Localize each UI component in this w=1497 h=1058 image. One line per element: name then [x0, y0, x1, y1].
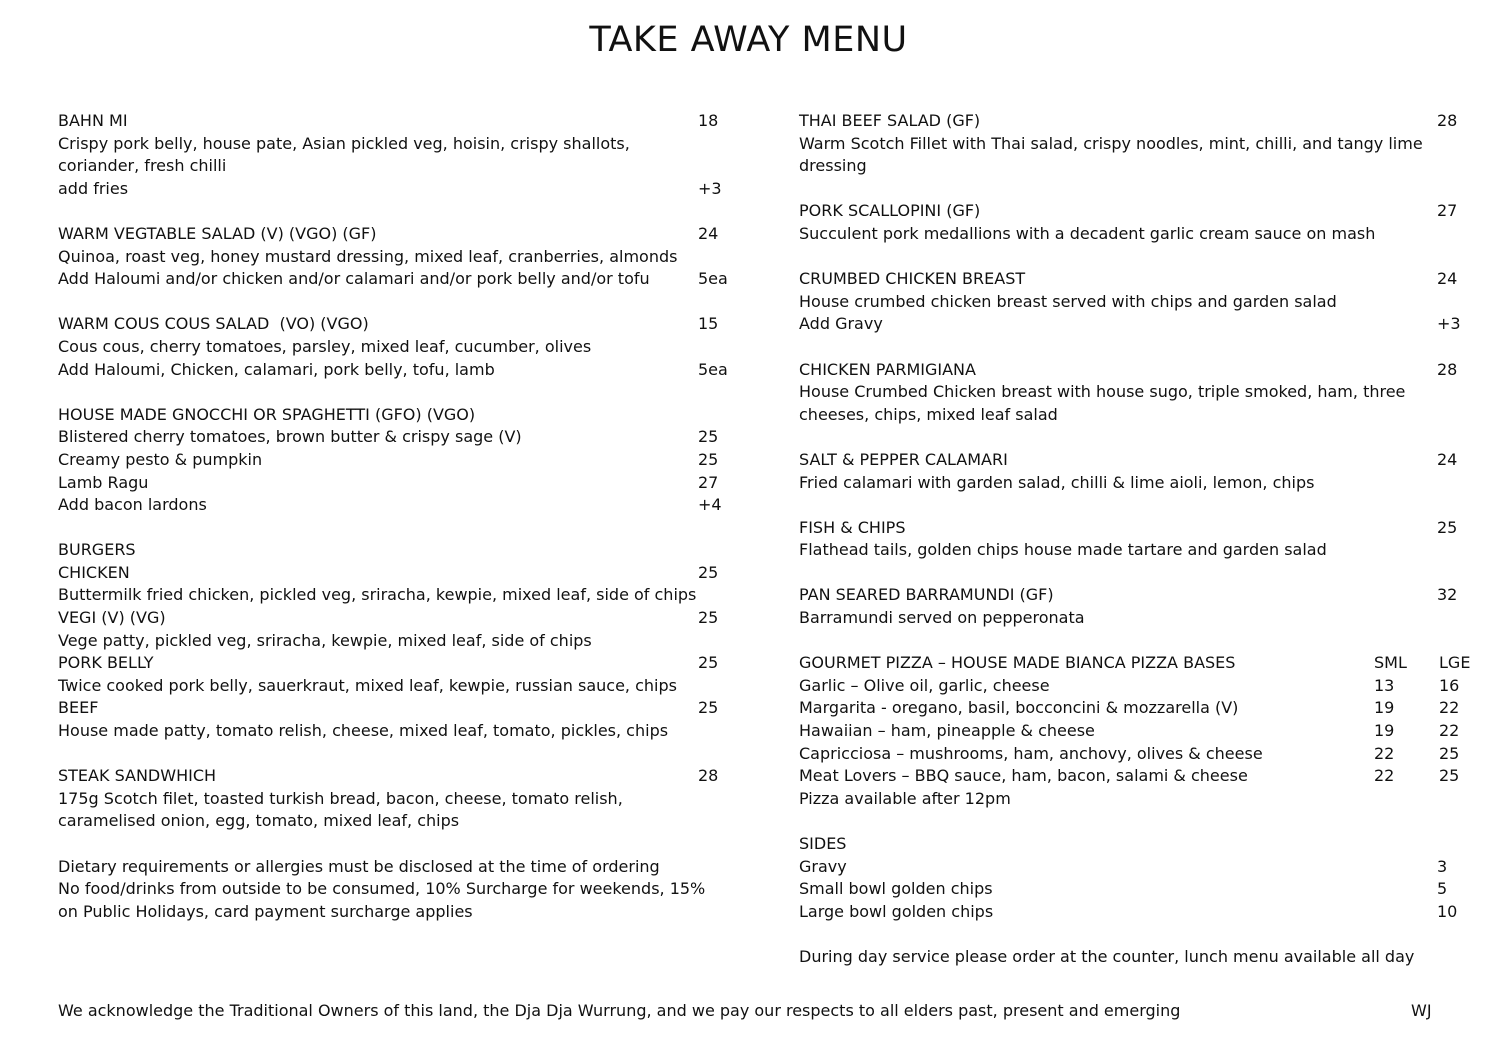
item-name: FISH & CHIPS [799, 517, 906, 537]
side-label: Small bowl golden chips [799, 879, 993, 899]
option-label: Blistered cherry tomatoes, brown butter & crispy sage (V) [58, 427, 522, 447]
menu-item-steak-sandwich [58, 765, 738, 833]
item-name: BEEF [58, 698, 99, 718]
item-name: CHICKEN [58, 562, 130, 582]
pizza-note: Pizza available after 12pm [799, 788, 1011, 808]
menu-item-thai-beef-salad [799, 110, 1489, 178]
left-column [58, 110, 738, 946]
item-name: THAI BEEF SALAD (GF) [799, 111, 981, 130]
item-description: Warm Scotch Fillet with Thai salad, crispy noodles, mint, chilli, and tangy lime dressing [799, 133, 1423, 176]
item-name: HOUSE MADE GNOCCHI OR SPAGHETTI (GFO) (VGO) [58, 404, 476, 424]
option-label: Creamy pesto & pumpkin [58, 449, 263, 469]
option-price: 25 [698, 427, 719, 447]
list-item [799, 901, 1489, 924]
side-price: 3 [1437, 856, 1448, 876]
size-small-header: SML [1374, 653, 1407, 673]
item-price: 25 [698, 653, 719, 673]
item-description: House made patty, tomato relish, cheese, mixed leaf, tomato, pickles, chips [58, 721, 669, 741]
item-name: WARM COUS COUS SALAD (VO) (VGO) [58, 314, 369, 334]
item-price: 24 [1437, 269, 1458, 289]
menu-section-burgers [58, 539, 738, 742]
item-price: 18 [698, 111, 719, 130]
item-name: VEGI (V) (VG) [58, 608, 166, 628]
menu-item-veg-salad [58, 223, 738, 291]
list-item [799, 743, 1489, 766]
item-description: Fried calamari with garden salad, chilli & lime aioli, lemon, chips [799, 472, 1315, 492]
list-item [799, 720, 1489, 743]
menu-item-crumbed-chicken [799, 268, 1489, 336]
price-small: 22 [1374, 766, 1395, 786]
menu-item-barramundi [799, 584, 1489, 629]
item-description: Crispy pork belly, house pate, Asian pickled veg, hoisin, crispy shallots, coriander, fresh chilli [58, 133, 630, 176]
side-label: Gravy [799, 856, 847, 876]
item-description: 175g Scotch filet, toasted turkish bread, bacon, cheese, tomato relish, caramelised onion, egg, tomato, mixed leaf, chips [58, 788, 623, 831]
item-description: House crumbed chicken breast served with chips and garden salad [799, 291, 1337, 311]
menu-item-bahn-mi [58, 110, 738, 200]
item-price: 28 [1437, 111, 1458, 130]
item-description: Twice cooked pork belly, sauerkraut, mixed leaf, kewpie, russian sauce, chips [58, 675, 677, 695]
list-item [58, 472, 738, 495]
list-item [799, 856, 1489, 879]
item-price: 15 [698, 314, 719, 334]
addon-label: Add Haloumi and/or chicken and/or calamari and/or pork belly and/or tofu [58, 269, 650, 289]
service-note-section [799, 946, 1489, 969]
item-description: House Crumbed Chicken breast with house sugo, triple smoked, ham, three cheeses, chips, mixed leaf salad [799, 382, 1406, 424]
addon-price: +3 [1437, 314, 1461, 334]
service-note: During day service please order at the counter, lunch menu available all day [799, 946, 1415, 966]
addon-price: 5ea [698, 359, 728, 379]
menu-item-chicken-parmigiana [799, 359, 1489, 427]
item-name: BAHN MI [58, 111, 128, 130]
surcharge-note: No food/drinks from outside to be consumed, 10% Surcharge for weekends, 15% on Public Holidays, card payment surcharge applies [58, 879, 706, 921]
footer-initials: WJ [1411, 1001, 1432, 1020]
item-price: 32 [1437, 585, 1458, 605]
addon-label: Add Gravy [799, 314, 883, 334]
price-small: 22 [1374, 743, 1395, 763]
price-large: 25 [1439, 766, 1460, 786]
menu-item-pork-scallopini [799, 200, 1489, 245]
right-column [799, 110, 1489, 991]
list-item [58, 449, 738, 472]
item-price: 25 [698, 608, 719, 628]
item-description: Cous cous, cherry tomatoes, parsley, mixed leaf, cucumber, olives [58, 336, 592, 356]
item-description: Succulent pork medallions with a decadent garlic cream sauce on mash [799, 223, 1376, 243]
option-price: 25 [698, 449, 719, 469]
pizza-label: Hawaiian – ham, pineapple & cheese [799, 721, 1095, 741]
menu-item-fish-chips [799, 517, 1489, 562]
item-name: STEAK SANDWHICH [58, 766, 217, 786]
item-name: PORK SCALLOPINI (GF) [799, 201, 981, 221]
menu-notes [58, 856, 738, 924]
item-name: CHICKEN PARMIGIANA [799, 359, 976, 379]
menu-title: TAKE AWAY MENU [589, 20, 908, 60]
option-price: 27 [698, 472, 719, 492]
list-item [58, 494, 738, 517]
item-price: 25 [698, 562, 719, 582]
pizza-label: Meat Lovers – BBQ sauce, ham, bacon, salami & cheese [799, 766, 1248, 786]
footer [58, 1000, 1458, 1023]
item-description: Barramundi served on pepperonata [799, 608, 1085, 628]
side-price: 10 [1437, 901, 1458, 921]
price-large: 22 [1439, 721, 1460, 741]
price-large: 25 [1439, 743, 1460, 763]
option-price: +4 [698, 495, 722, 515]
price-large: 22 [1439, 698, 1460, 718]
side-price: 5 [1437, 879, 1448, 899]
addon-price: 5ea [698, 269, 728, 289]
item-description: Buttermilk fried chicken, pickled veg, sriracha, kewpie, mixed leaf, side of chips [58, 585, 697, 605]
item-name: WARM VEGTABLE SALAD (V) (VGO) (GF) [58, 223, 377, 243]
item-price: 24 [1437, 449, 1458, 469]
item-price: 27 [1437, 201, 1458, 221]
section-heading: GOURMET PIZZA – HOUSE MADE BIANCA PIZZA BASES [799, 653, 1236, 673]
dietary-note: Dietary requirements or allergies must be disclosed at the time of ordering [58, 856, 660, 876]
acknowledgement-text: We acknowledge the Traditional Owners of this land, the Dja Dja Wurrung, and we pay our respects to all elders past, present and emerging [58, 1001, 1181, 1020]
section-heading: BURGERS [58, 540, 136, 560]
price-small: 19 [1374, 698, 1395, 718]
list-item [799, 878, 1489, 901]
section-heading: SIDES [799, 834, 847, 853]
addon-label: Add Haloumi, Chicken, calamari, pork belly, tofu, lamb [58, 359, 495, 379]
price-large: 16 [1439, 675, 1460, 695]
pizza-label: Margarita - oregano, basil, bocconcini & mozzarella (V) [799, 698, 1239, 718]
item-description: Flathead tails, golden chips house made tartare and garden salad [799, 540, 1327, 560]
price-small: 19 [1374, 721, 1395, 741]
size-large-header: LGE [1439, 653, 1471, 673]
list-item [799, 675, 1489, 698]
option-label: Add bacon lardons [58, 495, 207, 515]
menu-section-sides [799, 833, 1489, 923]
pizza-label: Garlic – Olive oil, garlic, cheese [799, 675, 1050, 695]
item-description: Quinoa, roast veg, honey mustard dressing, mixed leaf, cranberries, almonds [58, 246, 678, 266]
menu-item-calamari [799, 449, 1489, 494]
side-label: Large bowl golden chips [799, 901, 994, 921]
price-small: 13 [1374, 675, 1395, 695]
item-name: SALT & PEPPER CALAMARI [799, 449, 1008, 469]
item-price: 25 [698, 698, 719, 718]
item-price: 28 [698, 766, 719, 786]
item-price: 25 [1437, 517, 1458, 537]
list-item [58, 426, 738, 449]
pizza-label: Capricciosa – mushrooms, ham, anchovy, olives & cheese [799, 743, 1263, 763]
menu-section-pizza [799, 652, 1489, 810]
addon-price: +3 [698, 178, 722, 198]
item-description: Vege patty, pickled veg, sriracha, kewpie, mixed leaf, side of chips [58, 630, 592, 650]
item-name: CRUMBED CHICKEN BREAST [799, 269, 1026, 289]
menu-item-cous-cous [58, 313, 738, 381]
item-price: 24 [698, 223, 719, 243]
list-item [799, 697, 1489, 720]
addon-label: add fries [58, 178, 129, 198]
item-price: 28 [1437, 359, 1458, 379]
list-item [799, 765, 1489, 788]
item-name: PORK BELLY [58, 653, 154, 673]
menu-item-gnocchi [58, 404, 738, 517]
item-name: PAN SEARED BARRAMUNDI (GF) [799, 585, 1054, 605]
option-label: Lamb Ragu [58, 472, 149, 492]
